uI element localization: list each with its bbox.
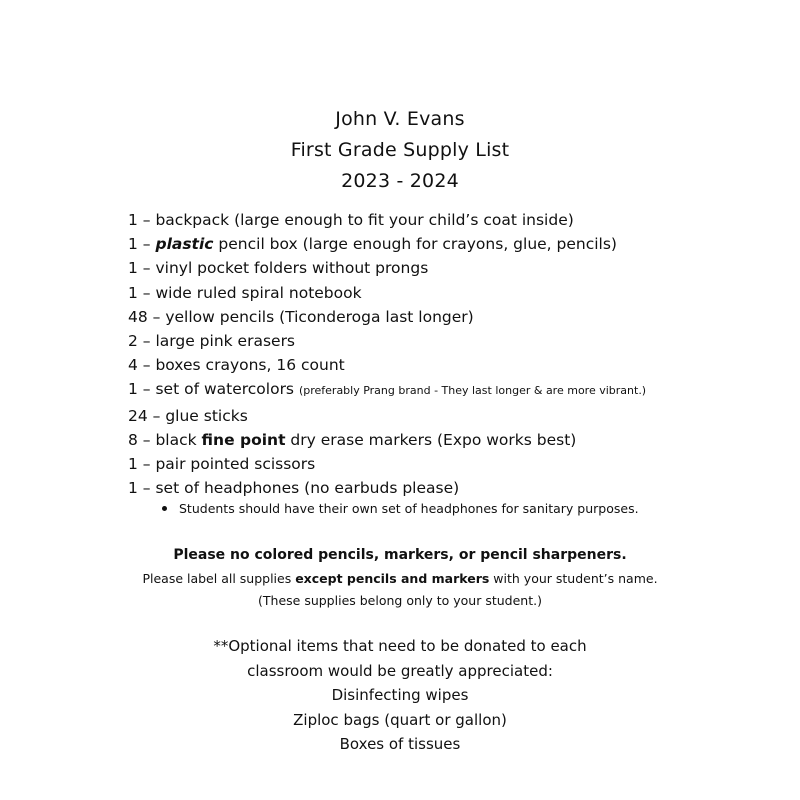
label-notice-bold: except pencils and markers bbox=[295, 571, 490, 586]
bold-text: fine point bbox=[201, 430, 286, 449]
supply-item-crayons bbox=[128, 353, 768, 377]
emphasis-text: plastic bbox=[155, 235, 214, 254]
supply-text: 24 – glue sticks bbox=[128, 406, 248, 425]
header bbox=[0, 104, 800, 197]
supply-text: 1 – set of headphones (no earbuds please) bbox=[128, 479, 460, 498]
supply-text: 1 – wide ruled spiral notebook bbox=[128, 283, 362, 302]
supply-item-markers bbox=[128, 428, 768, 452]
ownership-notice: (These supplies belong only to your student.) bbox=[258, 593, 542, 608]
supply-note: (preferably Prang brand - They last longer & are more vibrant.) bbox=[298, 384, 647, 398]
label-notice-text: with your student’s name. bbox=[489, 571, 658, 586]
bullet-icon bbox=[162, 506, 167, 511]
supply-item-pencils bbox=[128, 305, 768, 329]
supply-text: 48 – yellow pencils (Ticonderoga last longer) bbox=[128, 307, 474, 326]
optional-item: Boxes of tissues bbox=[339, 735, 461, 753]
supply-text: 8 – black bbox=[128, 430, 202, 449]
supply-item-pencil-box bbox=[128, 232, 768, 256]
supply-item-backpack bbox=[128, 208, 768, 232]
school-name: John V. Evans bbox=[335, 108, 465, 130]
supply-item-folders bbox=[128, 256, 768, 280]
headphones-note bbox=[162, 500, 639, 518]
supply-text: 1 – backpack (large enough to fit your child’s coat inside) bbox=[128, 211, 574, 229]
headphones-note-text: Students should have their own set of headphones for sanitary purposes. bbox=[179, 501, 639, 516]
optional-item: Disinfecting wipes bbox=[331, 686, 469, 704]
supply-text: 4 – boxes crayons, 16 count bbox=[128, 356, 345, 375]
supply-text: 1 – set of watercolors bbox=[128, 380, 299, 399]
supply-item-erasers bbox=[128, 329, 768, 353]
optional-items bbox=[0, 634, 800, 757]
supply-text: pencil box (large enough for crayons, glue, pencils) bbox=[213, 235, 617, 254]
supply-item-scissors bbox=[128, 452, 768, 476]
supply-text: 1 – vinyl pocket folders without prongs bbox=[128, 259, 429, 278]
supply-text: 1 – pair pointed scissors bbox=[128, 455, 316, 474]
optional-intro: classroom would be greatly appreciated: bbox=[247, 661, 553, 680]
supply-item-notebook bbox=[128, 281, 768, 305]
no-supplies-notice: Please no colored pencils, markers, or pencil sharpeners. bbox=[173, 547, 627, 563]
supply-item-headphones bbox=[128, 476, 768, 500]
supply-item-watercolors bbox=[128, 377, 768, 403]
optional-intro: **Optional items that need to be donated to each bbox=[213, 637, 587, 655]
label-notice bbox=[0, 570, 800, 588]
school-year: 2023 - 2024 bbox=[341, 170, 459, 192]
page-title: First Grade Supply List bbox=[290, 139, 510, 161]
label-notice-text: Please label all supplies bbox=[142, 571, 296, 586]
optional-item: Ziploc bags (quart or gallon) bbox=[293, 710, 507, 729]
supply-text: 1 – bbox=[128, 235, 156, 254]
supply-text: 2 – large pink erasers bbox=[128, 332, 296, 351]
supply-list bbox=[128, 208, 768, 500]
supply-text: dry erase markers (Expo works best) bbox=[285, 430, 577, 449]
supply-item-glue-sticks bbox=[128, 404, 768, 428]
